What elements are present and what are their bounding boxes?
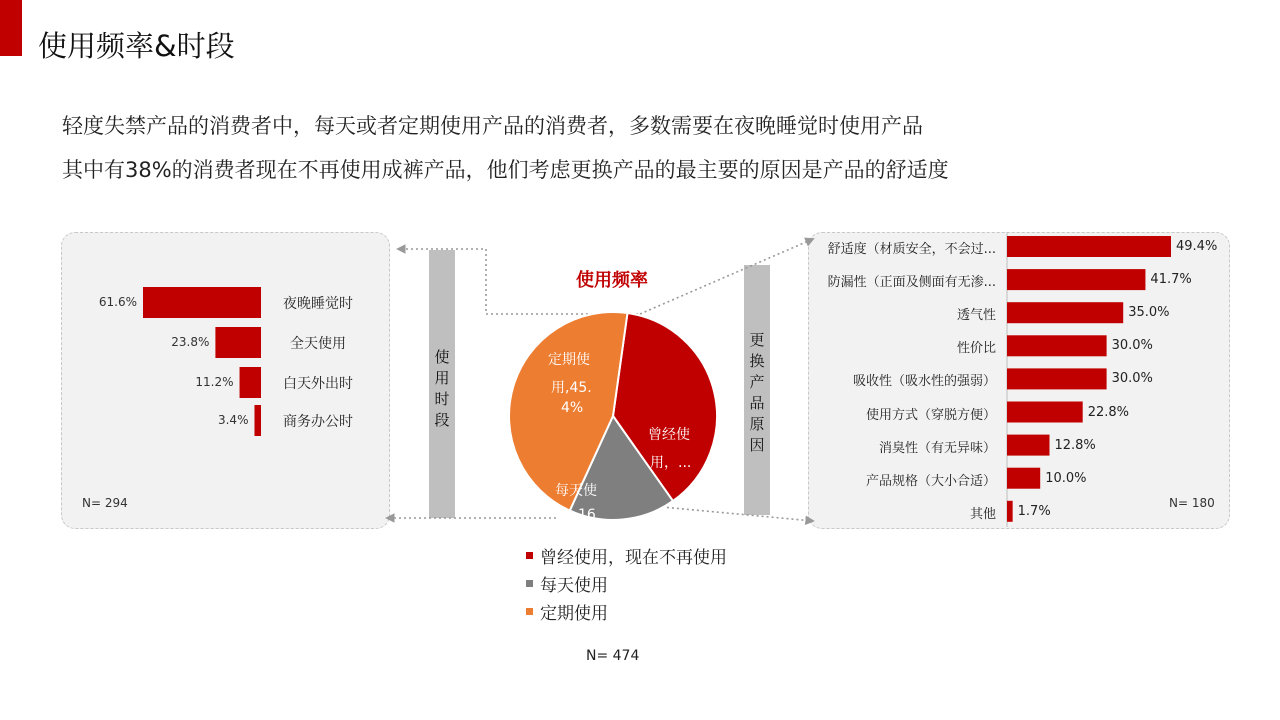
replace-reason-bar <box>1007 269 1145 290</box>
legend-label: 定期使用 <box>540 603 608 624</box>
legend-swatch-gray <box>526 580 533 587</box>
replace-reason-category-label: 透气性 <box>956 308 996 324</box>
usage-time-bar <box>240 367 261 398</box>
legend-swatch-red <box>526 552 533 559</box>
replace-reason-n: N= 180 <box>1169 496 1215 510</box>
pie-slice-label: 16 <box>578 507 596 523</box>
usage-time-category-label: 白天外出时 <box>283 376 353 392</box>
pie-n: N= 474 <box>586 648 640 664</box>
replace-reason-bar <box>1007 236 1171 257</box>
usage-time-value-label: 3.4% <box>217 413 249 427</box>
usage-time-n: N= 294 <box>82 496 128 510</box>
pie-chart <box>509 312 717 520</box>
replace-reason-connector-label: 更换产品原因 <box>749 331 765 454</box>
replace-reason-category-label: 性价比 <box>956 341 996 357</box>
replace-reason-value-label: 49.4% <box>1176 239 1218 254</box>
replace-reason-value-label: 35.0% <box>1128 305 1170 321</box>
page-title: 使用频率&时段 <box>38 29 235 63</box>
replace-reason-bar <box>1007 402 1083 423</box>
connector-line-top-right <box>640 239 813 314</box>
replace-reason-value-label: 22.8% <box>1087 404 1129 420</box>
legend-item-daily <box>526 569 727 597</box>
pie-slice-label: 定期使 <box>548 352 590 368</box>
usage-time-value-label: 61.6% <box>98 295 137 309</box>
replace-reason-value-label: 30.0% <box>1111 371 1153 387</box>
replace-reason-bar <box>1007 468 1040 489</box>
pie-slice-label: 曾经使 <box>648 427 690 443</box>
legend-label: 每天使用 <box>540 575 608 596</box>
replace-reason-bar <box>1007 368 1107 389</box>
usage-time-value-label: 23.8% <box>171 335 210 349</box>
replace-reason-bar <box>1007 435 1049 456</box>
replace-reason-category-label: 消臭性（有无异味） <box>878 440 996 456</box>
legend-item-former <box>526 541 727 569</box>
legend-item-regular <box>526 597 727 625</box>
subtitle-line-1: 轻度失禁产品的消费者中，每天或者定期使用产品的消费者，多数需要在夜晚睡觉时使用产品 <box>62 114 923 138</box>
replace-reason-bar <box>1007 302 1123 323</box>
replace-reason-category-label: 其他 <box>969 506 996 522</box>
pie-slice-label: 每天使 <box>555 483 597 499</box>
replace-reason-category-label: 使用方式（穿脱方便） <box>865 407 996 423</box>
usage-time-category-label: 夜晚睡觉时 <box>283 296 353 312</box>
usage-time-category-label: 全天使用 <box>290 336 346 352</box>
pie-legend <box>526 541 727 625</box>
replace-reason-category-label: 防漏性（正面及侧面有无渗... <box>827 275 996 291</box>
replace-reason-bar <box>1007 335 1107 356</box>
usage-time-bar <box>254 405 261 436</box>
usage-time-connector-label: 使用时段 <box>434 348 450 429</box>
usage-time-category-label: 商务办公时 <box>283 414 353 430</box>
legend-label: 曾经使用，现在不再使用 <box>540 547 727 568</box>
replace-reason-value-label: 12.8% <box>1054 437 1096 453</box>
usage-time-bar <box>215 327 261 358</box>
pie-slice-label: 4% <box>561 400 584 416</box>
pie-title: 使用频率 <box>576 270 648 291</box>
pie-slice-label: 用,45. <box>551 380 592 396</box>
subtitle-line-2: 其中有38%的消费者现在不再使用成裤产品，他们考虑更换产品的最主要的原因是产品的舒适度 <box>62 158 949 182</box>
replace-reason-category-label: 产品规格（大小合适） <box>865 473 996 489</box>
replace-reason-value-label: 10.0% <box>1045 470 1087 486</box>
replace-reason-bar <box>1007 501 1013 522</box>
replace-reason-value-label: 1.7% <box>1017 503 1051 519</box>
replace-reason-category-label: 吸收性（吸水性的强弱） <box>852 374 996 390</box>
usage-time-bar <box>143 287 261 318</box>
usage-time-value-label: 11.2% <box>195 375 234 389</box>
connector-line-bottom-right <box>662 507 813 521</box>
replace-reason-value-label: 30.0% <box>1111 338 1153 354</box>
replace-reason-category-label: 舒适度（材质安全，不会过... <box>827 242 996 257</box>
replace-reason-value-label: 41.7% <box>1150 272 1192 288</box>
pie-slice-label: 用，... <box>650 455 692 471</box>
legend-swatch-orange <box>526 608 533 615</box>
